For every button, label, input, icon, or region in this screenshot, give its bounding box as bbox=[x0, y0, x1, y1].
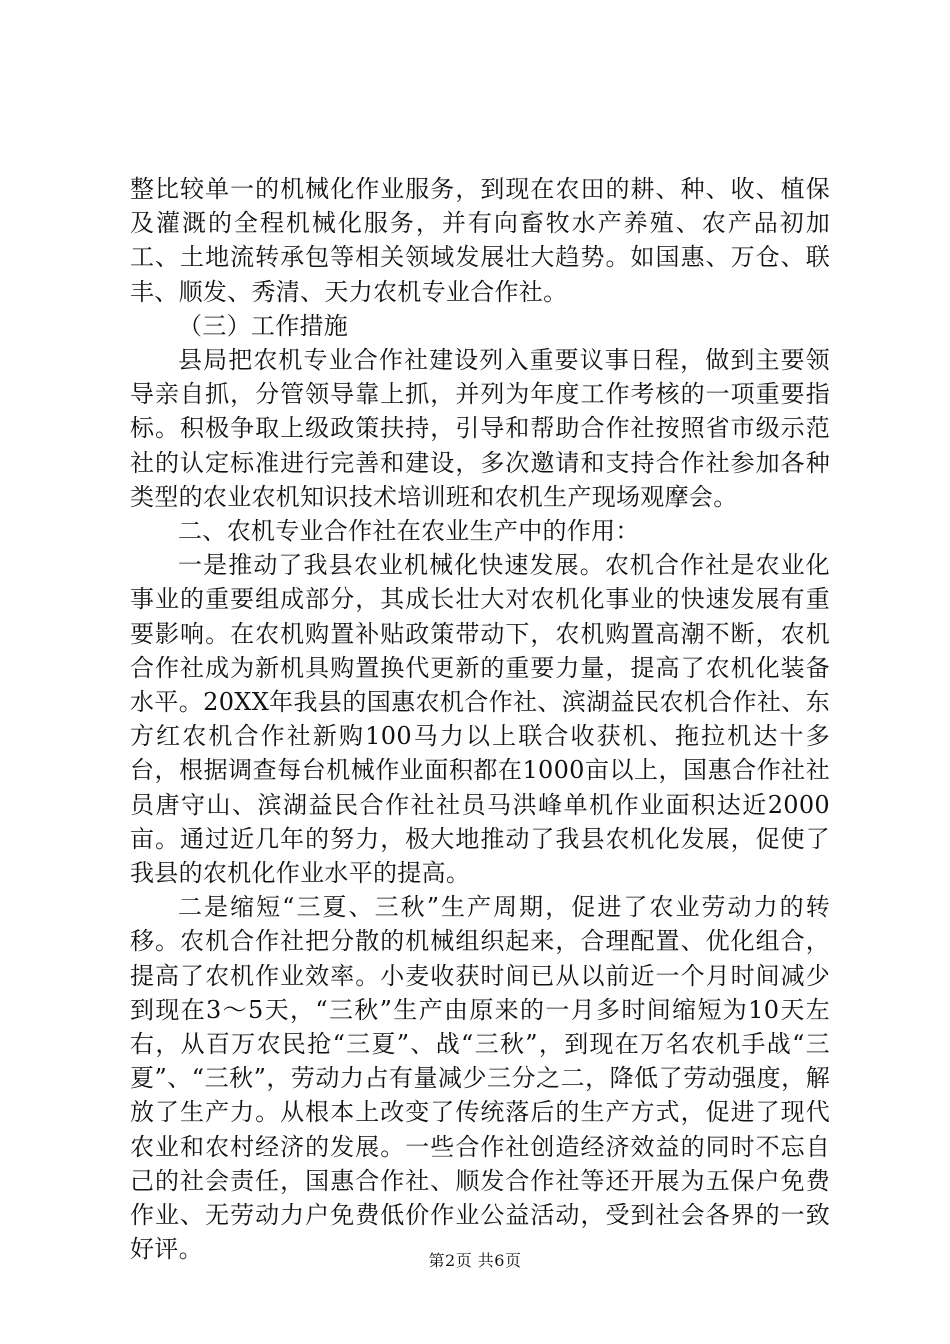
paragraph-role-one: 一是推动了我县农业机械化快速发展。农机合作社是农业化事业的重要组成部分，其成长壮大对农机化事业的快速发展有重要影响。在农机购置补贴政策带动下，农机购置高潮不断，农机合作社成为新机具购置换代更新的重要力量，提高了农机化装备水平。20XX年我县的国惠农机合作社、滨湖益民农机合作社、东方红农机合作社新购100马力以上联合收获机、拖拉机达十多台，根据调查每台机械作业面积都在1000亩以上，国惠合作社社员唐守山、滨湖益民合作社社员马洪峰单机作业面积达近2000亩。通过近几年的努力，极大地推动了我县农机化发展，促使了我县的农机化作业水平的提高。 bbox=[130, 551, 830, 888]
section-heading-measures: （三）工作措施 bbox=[178, 311, 349, 340]
paragraph-role-two: 二是缩短“三夏、三秋”生产周期，促进了农业劳动力的转移。农机合作社把分散的机械组织起来，合理配置、优化组合，提高了农机作业效率。小麦收获时间已从以前近一个月时间减少到现在3～5天，“三秋”生产由原来的一月多时间缩短为10天左右，从百万农民抢“三夏”、战“三秋”，到现在万名农机手战“三夏”、“三秋”，劳动力占有量减少三分之二，降低了劳动强度，解放了生产力。从根本上改变了传统落后的生产方式，促进了现代农业和农村经济的发展。一些合作社创造经济效益的同时不忘自己的社会责任，国惠合作社、顺发合作社等还开展为五保户免费作业、无劳动力户免费低价作业公益活动，受到社会各界的一致好评。 bbox=[130, 893, 830, 1264]
section-heading-role: 二、农机专业合作社在农业生产中的作用： bbox=[178, 517, 640, 546]
paragraph-continuation: 整比较单一的机械化作业服务，到现在农田的耕、种、收、植保及灌溉的全程机械化服务，并有向畜牧水产养殖、农产品初加工、土地流转承包等相关领域发展壮大趋势。如国惠、万仓、联丰、顺发、秀清、天力农机专业合作社。 bbox=[130, 175, 830, 306]
paragraph-measures: 县局把农机专业合作社建设列入重要议事日程，做到主要领导亲自抓，分管领导靠上抓，并列为年度工作考核的一项重要指标。积极争取上级政策扶持，引导和帮助合作社按照省市级示范社的认定标准进行完善和建设，多次邀请和支持合作社参加各种类型的农业农机知识技术培训班和农机生产现场观摩会。 bbox=[130, 346, 830, 511]
page-footer: 第2页 共6页 bbox=[428, 1251, 522, 1270]
document-body bbox=[130, 172, 830, 1267]
